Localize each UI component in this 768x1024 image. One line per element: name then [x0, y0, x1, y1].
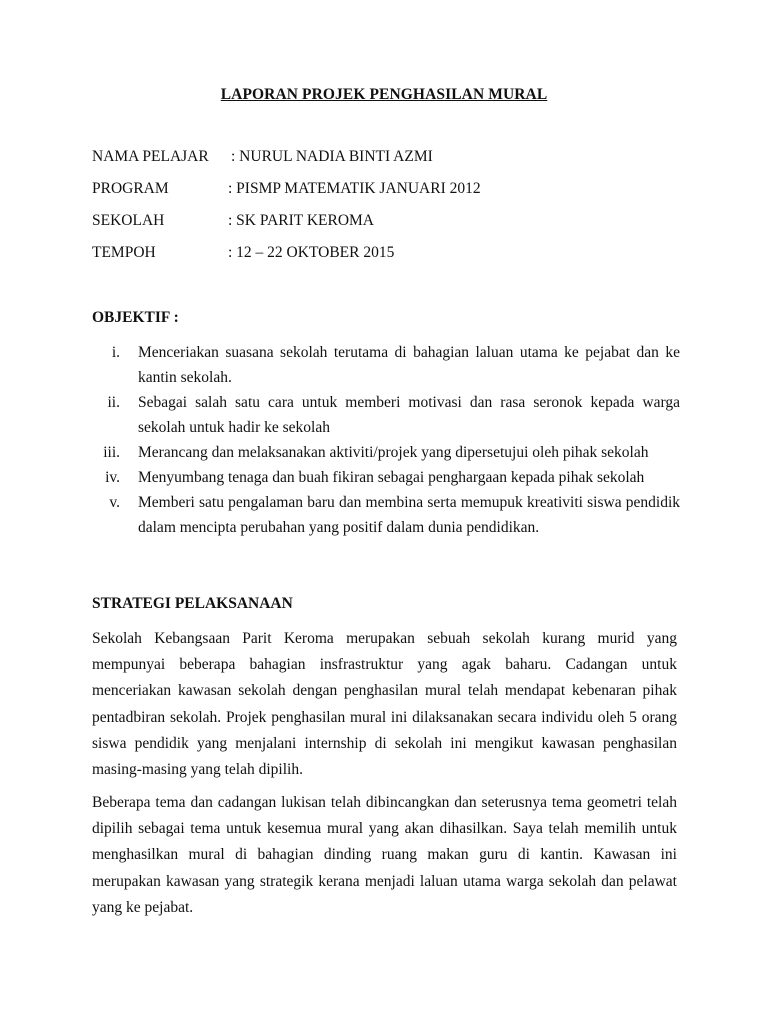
paragraph-2: Beberapa tema dan cadangan lukisan telah dibincangkan dan seterusnya tema geometri telah dipilih sebagai tema untuk kesemua mural yang akan dihasilkan. Saya telah memilih untuk menghasilkan mural di bahagian dinding ruang makan guru di kantin. Kawasan ini merupakan kawasan yang strategik kerana menjadi laluan utama warga sekolah dan pelawat yang ke pejabat. [92, 794, 677, 916]
list-item-number: ii. [107, 394, 120, 411]
objectives-heading: OBJEKTIF : [92, 309, 179, 326]
info-row-nama-pelajar [92, 147, 692, 167]
list-item-number: i. [111, 344, 120, 361]
info-label: PROGRAM [92, 180, 169, 197]
list-item-number: iv. [105, 469, 120, 486]
info-row-program [92, 179, 692, 199]
info-row-tempoh [92, 243, 692, 263]
info-row-sekolah [92, 211, 692, 231]
list-item-text: Sebagai salah satu cara untuk memberi motivasi dan rasa seronok kepada warga sekolah untuk hadir ke sekolah [138, 394, 680, 436]
document-title: LAPORAN PROJEK PENGHASILAN MURAL [220, 86, 548, 103]
list-item-text: Menceriakan suasana sekolah terutama di bahagian laluan utama ke pejabat dan ke kantin sekolah. [138, 344, 680, 386]
strategy-heading: STRATEGI PELAKSANAAN [92, 595, 293, 612]
info-label: TEMPOH [92, 244, 156, 261]
list-item [70, 390, 680, 440]
list-item-text: Memberi satu pengalaman baru dan membina serta memupuk kreativiti siswa pendidik dalam mencipta perubahan yang positif dalam dunia pendidikan. [138, 494, 680, 536]
objectives-list [70, 340, 680, 540]
list-item-text: Menyumbang tenaga dan buah fikiran sebagai penghargaan kepada pihak sekolah [138, 469, 645, 486]
info-label: NAMA PELAJAR [92, 148, 209, 165]
info-value: : PISMP MATEMATIK JANUARI 2012 [228, 180, 481, 197]
list-item [70, 465, 680, 490]
list-item [70, 490, 680, 540]
info-value: : NURUL NADIA BINTI AZMI [231, 148, 433, 165]
info-label: SEKOLAH [92, 212, 165, 229]
info-value: : 12 – 22 OKTOBER 2015 [228, 244, 395, 261]
paragraph-1: Sekolah Kebangsaan Parit Keroma merupakan sebuah sekolah kurang murid yang mempunyai beberapa bahagian insfrastruktur yang agak baharu. Cadangan untuk menceriakan kawasan sekolah dengan penghasilan mural telah mendapat kebenaran pihak pentadbiran sekolah. Projek penghasilan mural ini dilaksanakan secara individu oleh 5 orang siswa pendidik yang menjalani internship di sekolah ini mengikut kawasan penghasilan masing-masing yang telah dipilih. [92, 630, 677, 779]
list-item-number: iii. [103, 444, 120, 461]
list-item-number: v. [109, 494, 120, 511]
list-item [70, 340, 680, 390]
list-item-text: Merancang dan melaksanakan aktiviti/projek yang dipersetujui oleh pihak sekolah [138, 444, 649, 461]
info-value: : SK PARIT KEROMA [228, 212, 374, 229]
list-item [70, 440, 680, 465]
